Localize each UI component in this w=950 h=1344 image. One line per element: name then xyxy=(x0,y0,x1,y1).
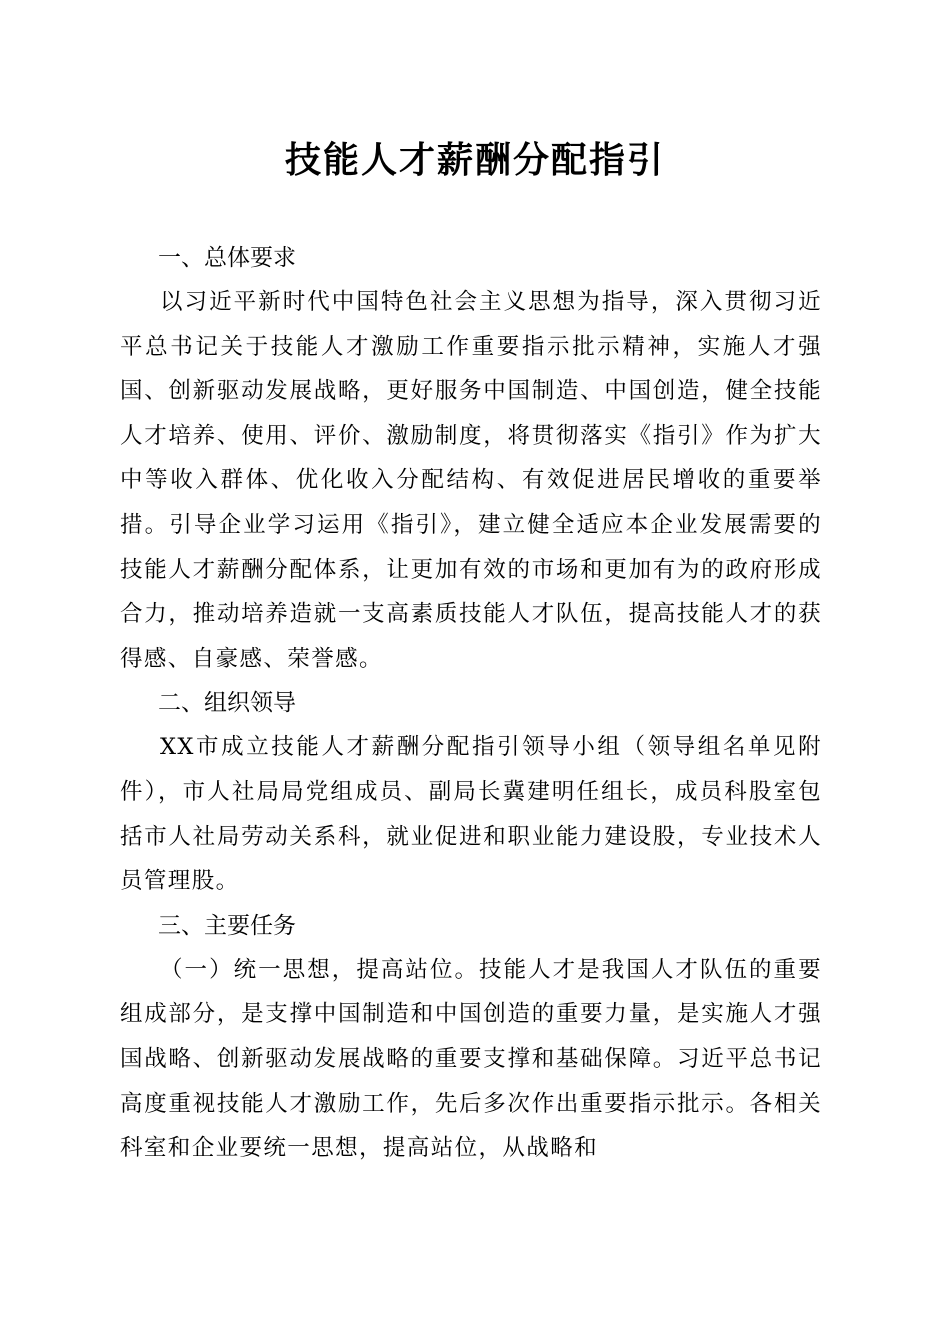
section-heading: 三、主要任务 xyxy=(158,912,296,939)
paragraph: XX市成立技能人才薪酬分配指引领导小组（领导组名单见附件），市人社局局党组成员、副局长冀建明任组长，成员科股室包括市人社局劳动关系科，就业促进和职业能力建设股，专业技术人员管理股。 xyxy=(120,734,822,895)
paragraph: 以习近平新时代中国特色社会主义思想为指导，深入贯彻习近平总书记关于技能人才激励工作重要指示批示精神，实施人才强国、创新驱动发展战略，更好服务中国制造、中国创造，健全技能人才培养、使用、评价、激励制度，将贯彻落实《指引》作为扩大中等收入群体、优化收入分配结构、有效促进居民增收的重要举措。引导企业学习运用《指引》，建立健全适应本企业发展需要的技能人才薪酬分配体系，让更加有效的市场和更加有为的政府形成合力，推动培养造就一支高素质技能人才队伍，提高技能人才的获得感、自豪感、荣誉感。 xyxy=(120,289,822,672)
section-heading: 二、组织领导 xyxy=(158,690,296,717)
section-heading: 一、总体要求 xyxy=(158,245,296,271)
section-organization-leadership xyxy=(120,681,822,903)
section-main-tasks xyxy=(120,904,822,1171)
document-body xyxy=(120,236,822,1171)
document-title: 技能人才薪酬分配指引 xyxy=(284,139,665,181)
paragraph: （一）统一思想，提高站位。技能人才是我国人才队伍的重要组成部分，是支撑中国制造和中国创造的重要力量，是实施人才强国战略、创新驱动发展战略的重要支撑和基础保障。习近平总书记高度重视技能人才激励工作，先后多次作出重要指示批示。各相关科室和企业要统一思想，提高站位，从战略和 xyxy=(120,956,822,1162)
section-general-requirements xyxy=(120,236,822,681)
